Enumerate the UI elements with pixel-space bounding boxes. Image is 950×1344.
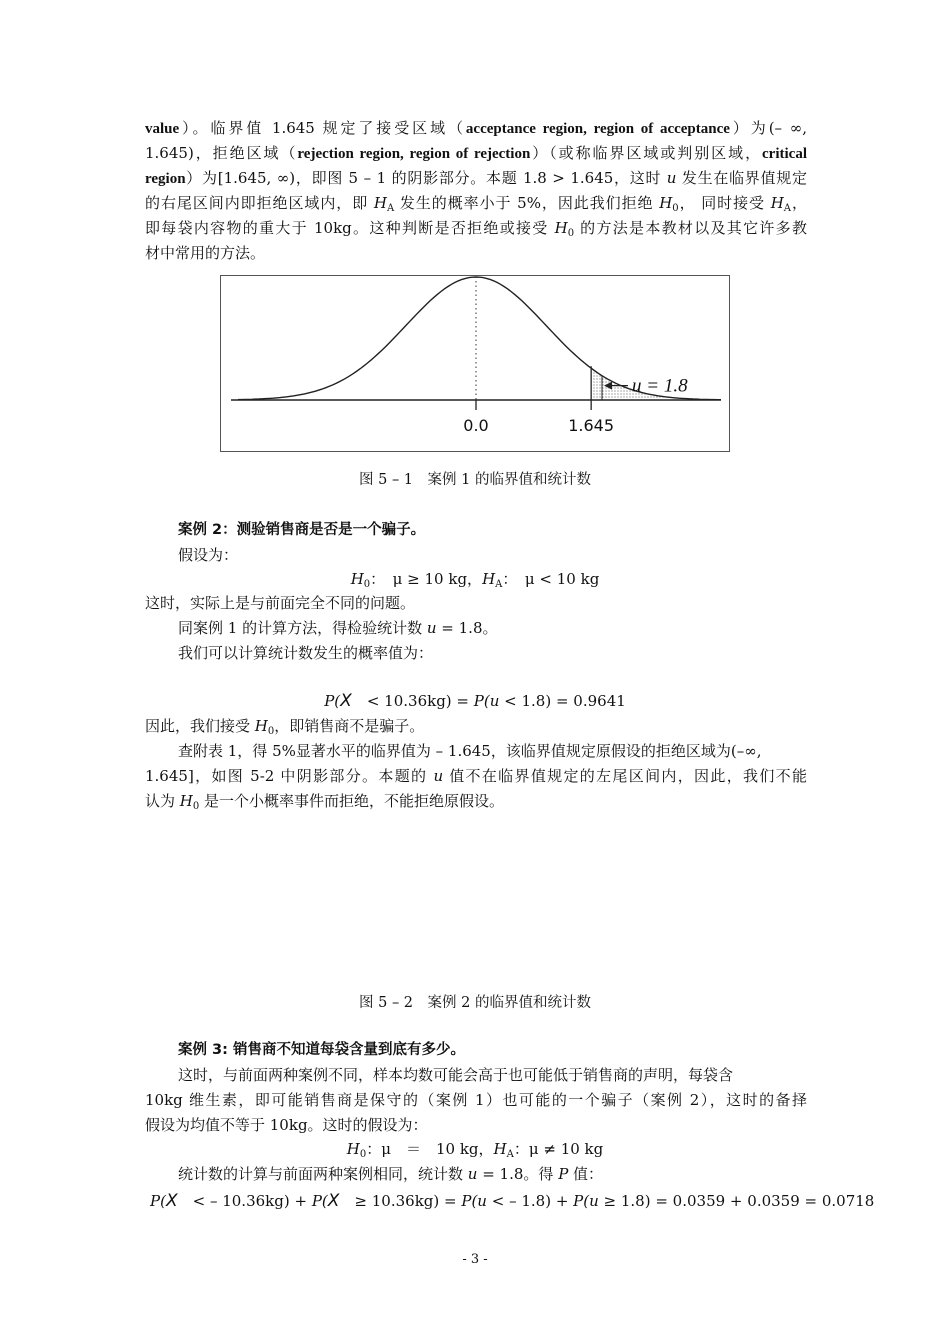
para1-line3: region）为[1.645, ∞)，即图 5 – 1 的阴影部分。本题 1.8 > 1.645，这时 u 发生在临界值规定 (145, 169, 807, 187)
para1-line4: 的右尾区间内即拒绝区域内，即 $H_A$ 发生的概率小于 5%，因此我们拒绝 $H_0$， 同时接受 $H_A$， (145, 194, 807, 214)
case3-line4: 统计数的计算与前面两种案例相同，统计数 u = 1.8。得 P 值： (178, 1165, 604, 1183)
case2-line6: 查附表 1，得 5%显著水平的临界值为 – 1.645，该临界值规定原假设的拒绝区域为(–∞, (178, 742, 762, 760)
figure-5-1-caption: 图 5 – 1 案例 1 的临界值和统计数 (359, 472, 591, 488)
case2-line5: 因此，我们接受 $H_0$，即销售商不是骗子。 (145, 717, 425, 737)
normal-curve-chart (221, 276, 729, 451)
case2-line1: 假设为： (178, 546, 239, 564)
figure-5-1 (220, 275, 730, 452)
para1-line5: 即每袋内容物的重大于 10kg。这种判断是否拒绝或接受 $H_0$ 的方法是本教材以及其它许多教 (145, 219, 807, 239)
case3-line1: 这时，与前面两种案例不同，样本均数可能会高于也可能低于销售商的声明，每袋含 (178, 1066, 734, 1084)
para1-line1: value）。临界值 1.645 规定了接受区域（acceptance region, region of acceptance）为(– ∞, (145, 119, 808, 137)
case3-p-value: P(X < – 10.36kg) + P(X ≥ 10.36kg) = P(u < – 1.8) + P(u ≥ 1.8) = 0.0359 + 0.0359 = 0.0718 (150, 1191, 875, 1211)
case2-line8: 认为 $H_0$ 是一个小概率事件而拒绝，不能拒绝原假设。 (145, 792, 505, 812)
case3-line2: 10kg 维生素，即可能销售商是保守的（案例 1）也可能的一个骗子（案例 2），这时的备择 (145, 1091, 807, 1109)
page-number: - 3 - (462, 1252, 488, 1267)
case2-hypothesis: $H_0$： μ ≥ 10 kg，$H_A$： μ < 10 kg (350, 570, 600, 590)
para1-line2: 1.645)，拒绝区域（rejection region, region of rejection）（或称临界区域或判别区域，critical (145, 144, 807, 162)
figure-5-2-caption: 图 5 – 2 案例 2 的临界值和统计数 (359, 995, 591, 1011)
statistic-annotation: u = 1.8 (632, 375, 688, 397)
case2-heading: 案例 2：测验销售商是否是一个骗子。 (178, 522, 426, 538)
case3-line3: 假设为均值不等于 10kg。这时的假设为： (145, 1116, 428, 1134)
case2-probability: P(X < 10.36kg) = P(u < 1.8) = 0.9641 (324, 691, 626, 711)
tick-label-zero: 0.0 (463, 416, 489, 435)
case2-line7: 1.645]，如图 5-2 中阴影部分。本题的 u 值不在临界值规定的左尾区间内，因此，我们不能 (145, 767, 807, 785)
case2-line4: 我们可以计算统计数发生的概率值为： (178, 644, 434, 662)
case2-line2: 这时，实际上是与前面完全不同的问题。 (145, 594, 416, 612)
tick-label-critical: 1.645 (568, 416, 615, 435)
case3-heading: 案例 3: 销售商不知道每袋含量到底有多少。 (178, 1042, 465, 1058)
para1-line6: 材中常用的方法。 (145, 244, 266, 262)
case3-hypothesis: $H_0$：μ ＝ 10 kg，$H_A$：μ ≠ 10 kg (346, 1140, 604, 1160)
case2-line3: 同案例 1 的计算方法，得检验统计数 u = 1.8。 (178, 619, 498, 637)
